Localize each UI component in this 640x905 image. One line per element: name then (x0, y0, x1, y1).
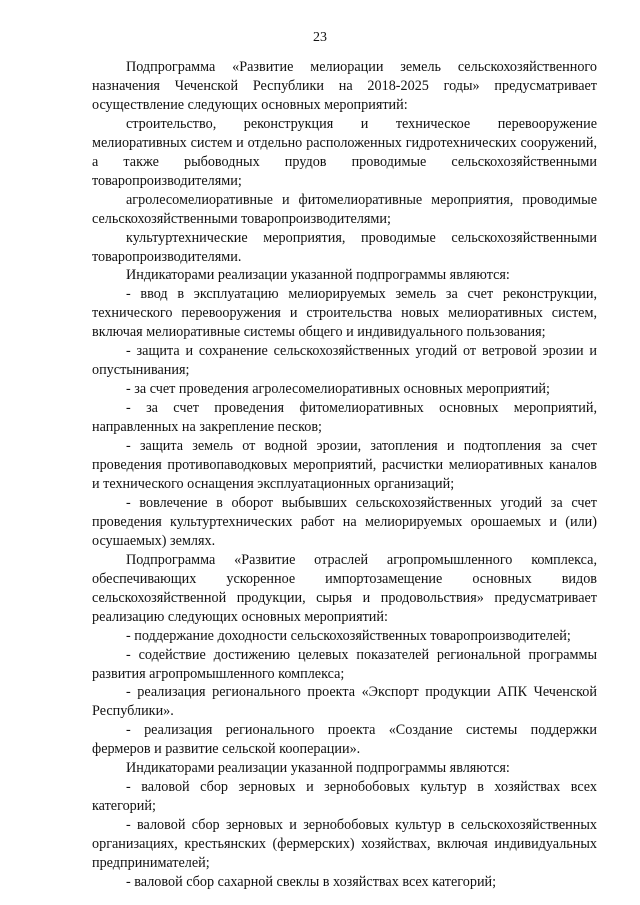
list-item-agroforestry-measures: - за счет проведения агролесомелиоративных основных мероприятий; (126, 381, 550, 398)
list-item-wind-erosion: - защита и сохранение сельскохозяйственных угодий от ветровой эрозии и опустынивания; (92, 343, 597, 379)
list-item-water-erosion: - защита земель от водной эрозии, затопления и подтопления за счет проведения противопаводковых мероприятий, расчистки мелиоративных каналов и технического оснащения эксплуатационных организаций; (92, 438, 597, 492)
document-body (92, 58, 597, 892)
list-item-grain-organizations: - валовой сбор зерновых и зернобобовых культур в сельскохозяйственных организациях, крестьянских (фермерских) хозяйствах, включая индивидуальных предпринимателей; (92, 817, 597, 872)
paragraph-indicators-heading: Индикаторами реализации указанной подпрограммы являются: (126, 267, 510, 284)
paragraph-melioration-intro: Подпрограмма «Развитие мелиорации земель сельскохозяйственного назначения Чеченской Республики на 2018-2025 годы» предусматривает осуществление следующих основных мероприятий: (92, 59, 597, 113)
list-item-export-project: - реализация регионального проекта «Экспорт продукции АПК Чеченской Республики». (92, 684, 597, 720)
list-item-land-commissioning: - ввод в эксплуатацию мелиорируемых земель за счет реконструкции, технического перевооружения и строительства новых мелиоративных систем, включая мелиоративные системы общего и индивидуального пользования; (92, 286, 597, 341)
paragraph-agro-industrial-intro: Подпрограмма «Развитие отраслей агропромышленного комплекса, обеспечивающих ускоренное импортозамещение основных видов сельскохозяйственной продукции, сырья и продовольствия» предусматривает реализацию следующих основных мероприятий: (92, 551, 597, 625)
list-item-target-indicators: - содействие достижению целевых показателей региональной программы развития агропромышленного комплекса; (92, 646, 597, 682)
list-item-sugar-beet: - валовой сбор сахарной свеклы в хозяйствах всех категорий; (126, 873, 497, 890)
list-item-grain-all-categories: - валовой сбор зерновых и зернобобовых культур в хозяйствах всех категорий; (92, 779, 597, 815)
list-item-land-reclamation: - вовлечение в оборот выбывших сельскохозяйственных угодий за счет проведения культуртехнических работ на мелиорируемых орошаемых и (или) осушаемых) землях. (92, 494, 597, 549)
paragraph-cultural-technical: культуртехнические мероприятия, проводимые сельскохозяйственными товаропроизводителями. (92, 229, 597, 265)
list-item-phytomelioration: - за счет проведения фитомелиоративных основных мероприятий, направленных на закрепление песков; (92, 400, 597, 436)
page-number: 23 (313, 30, 327, 45)
list-item-profitability: - поддержание доходности сельскохозяйственных товаропроизводителей; (126, 627, 571, 644)
list-item-farmer-support-project: - реализация регионального проекта «Создание системы поддержки фермеров и развитие сельской кооперации». (92, 722, 597, 758)
paragraph-indicators-heading-2: Индикаторами реализации указанной подпрограммы являются: (126, 760, 510, 777)
paragraph-construction: строительство, реконструкция и техническое перевооружение мелиоративных систем и отдельно расположенных гидротехнических сооружений, а также рыбоводных прудов проводимые сельскохозяйственными товаропроизводителями; (92, 115, 597, 189)
paragraph-agroforestry: агролесомелиоративные и фитомелиоративные мероприятия, проводимые сельскохозяйственными товаропроизводителями; (92, 191, 597, 227)
